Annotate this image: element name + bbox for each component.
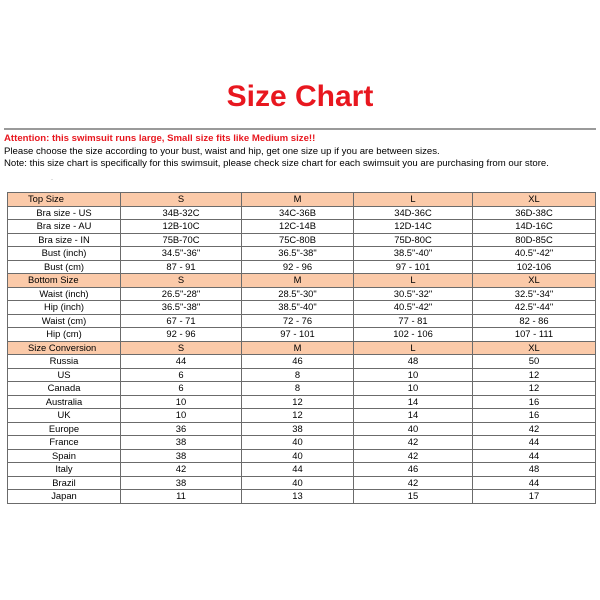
cell-xl: 50	[473, 355, 596, 369]
size-table-body	[8, 193, 596, 504]
table-row	[8, 395, 596, 409]
cell-label: Waist (cm)	[8, 314, 121, 328]
header-cell-label: Bottom Size	[8, 274, 121, 288]
cell-m: 12	[242, 395, 354, 409]
cell-label: Spain	[8, 449, 121, 463]
header-cell-s: S	[121, 341, 242, 355]
cell-xl: 80D-85C	[473, 233, 596, 247]
cell-m: 8	[242, 368, 354, 382]
header-cell-label: Top Size	[8, 193, 121, 207]
header-cell-l: L	[354, 193, 473, 207]
cell-label: Bra size - IN	[8, 233, 121, 247]
cell-l: 102 - 106	[354, 328, 473, 342]
cell-m: 8	[242, 382, 354, 396]
cell-m: 72 - 76	[242, 314, 354, 328]
cell-s: 10	[121, 409, 242, 423]
table-row	[8, 206, 596, 220]
cell-label: Bust (inch)	[8, 247, 121, 261]
header-cell-xl: XL	[473, 274, 596, 288]
header-cell-s: S	[121, 193, 242, 207]
cell-label: Canada	[8, 382, 121, 396]
table-row	[8, 368, 596, 382]
cell-xl: 48	[473, 463, 596, 477]
cell-s: 6	[121, 382, 242, 396]
header-cell-label: Size Conversion	[8, 341, 121, 355]
cell-l: 10	[354, 368, 473, 382]
cell-s: 36	[121, 422, 242, 436]
cell-s: 6	[121, 368, 242, 382]
cell-s: 67 - 71	[121, 314, 242, 328]
sizing-advice-note: Please choose the size according to your bust, waist and hip, get one size up if you are between sizes.	[4, 145, 440, 157]
cell-xl: 44	[473, 436, 596, 450]
cell-xl: 42	[473, 422, 596, 436]
cell-s: 38	[121, 449, 242, 463]
cell-xl: 36D-38C	[473, 206, 596, 220]
table-row	[8, 328, 596, 342]
cell-m: 28.5"-30"	[242, 287, 354, 301]
cell-s: 87 - 91	[121, 260, 242, 274]
header-cell-m: M	[242, 193, 354, 207]
table-row	[8, 233, 596, 247]
cell-label: Hip (cm)	[8, 328, 121, 342]
table-row	[8, 355, 596, 369]
cell-l: 10	[354, 382, 473, 396]
cell-m: 13	[242, 490, 354, 504]
table-row	[8, 301, 596, 315]
cell-s: 75B-70C	[121, 233, 242, 247]
table-row	[8, 247, 596, 261]
cell-l: 14	[354, 409, 473, 423]
cell-m: 38.5"-40"	[242, 301, 354, 315]
cell-l: 97 - 101	[354, 260, 473, 274]
cell-l: 15	[354, 490, 473, 504]
size-table	[7, 192, 596, 504]
table-row	[8, 220, 596, 234]
cell-xl: 44	[473, 476, 596, 490]
header-cell-xl: XL	[473, 193, 596, 207]
cell-s: 11	[121, 490, 242, 504]
table-row	[8, 436, 596, 450]
cell-label: Hip (inch)	[8, 301, 121, 315]
cell-label: Bra size - US	[8, 206, 121, 220]
cell-xl: 16	[473, 395, 596, 409]
cell-m: 40	[242, 449, 354, 463]
table-row	[8, 463, 596, 477]
table-row	[8, 449, 596, 463]
cell-l: 38.5"-40"	[354, 247, 473, 261]
cell-label: France	[8, 436, 121, 450]
cell-m: 36.5"-38"	[242, 247, 354, 261]
cell-m: 75C-80B	[242, 233, 354, 247]
cell-s: 34.5"-36"	[121, 247, 242, 261]
cell-s: 38	[121, 436, 242, 450]
cell-l: 30.5"-32"	[354, 287, 473, 301]
cell-m: 34C-36B	[242, 206, 354, 220]
cell-l: 34D-36C	[354, 206, 473, 220]
cell-m: 46	[242, 355, 354, 369]
header-cell-m: M	[242, 341, 354, 355]
header-cell-s: S	[121, 274, 242, 288]
attention-note: Attention: this swimsuit runs large, Small size fits like Medium size!!	[4, 133, 316, 144]
cell-xl: 12	[473, 382, 596, 396]
cell-l: 14	[354, 395, 473, 409]
cell-label: Waist (inch)	[8, 287, 121, 301]
cell-xl: 102-106	[473, 260, 596, 274]
cell-l: 40.5"-42"	[354, 301, 473, 315]
notes-block	[4, 133, 598, 171]
cell-l: 40	[354, 422, 473, 436]
cell-xl: 107 - 111	[473, 328, 596, 342]
cell-l: 42	[354, 449, 473, 463]
table-row	[8, 490, 596, 504]
cell-l: 75D-80C	[354, 233, 473, 247]
cell-l: 77 - 81	[354, 314, 473, 328]
cell-xl: 44	[473, 449, 596, 463]
cell-m: 38	[242, 422, 354, 436]
cell-xl: 12	[473, 368, 596, 382]
cell-s: 26.5"-28"	[121, 287, 242, 301]
cell-xl: 42.5"-44"	[473, 301, 596, 315]
cell-label: Bra size - AU	[8, 220, 121, 234]
cell-s: 34B-32C	[121, 206, 242, 220]
cell-s: 36.5"-38"	[121, 301, 242, 315]
title-divider	[4, 128, 596, 130]
page-title: Size Chart	[226, 80, 374, 113]
header-cell-l: L	[354, 274, 473, 288]
cell-l: 42	[354, 436, 473, 450]
cell-l: 48	[354, 355, 473, 369]
table-row	[8, 409, 596, 423]
cell-s: 10	[121, 395, 242, 409]
cell-xl: 82 - 86	[473, 314, 596, 328]
cell-m: 12C-14B	[242, 220, 354, 234]
cell-label: Europe	[8, 422, 121, 436]
cell-label: Italy	[8, 463, 121, 477]
table-row	[8, 314, 596, 328]
stray-dot: ·	[51, 177, 53, 183]
cell-xl: 40.5"-42"	[473, 247, 596, 261]
cell-l: 42	[354, 476, 473, 490]
cell-l: 46	[354, 463, 473, 477]
chart-scope-note: Note: this size chart is specifically for this swimsuit, please check size chart for each swimsuit you are purchasing from our store.	[4, 158, 549, 170]
table-section-header	[8, 274, 596, 288]
cell-xl: 32.5"-34"	[473, 287, 596, 301]
cell-label: Brazil	[8, 476, 121, 490]
table-row	[8, 382, 596, 396]
cell-label: Bust (cm)	[8, 260, 121, 274]
header-cell-l: L	[354, 341, 473, 355]
cell-s: 92 - 96	[121, 328, 242, 342]
cell-xl: 17	[473, 490, 596, 504]
header-cell-xl: XL	[473, 341, 596, 355]
table-row	[8, 476, 596, 490]
cell-label: US	[8, 368, 121, 382]
table-section-header	[8, 193, 596, 207]
cell-label: UK	[8, 409, 121, 423]
cell-label: Russia	[8, 355, 121, 369]
cell-xl: 16	[473, 409, 596, 423]
cell-l: 12D-14C	[354, 220, 473, 234]
cell-s: 42	[121, 463, 242, 477]
cell-m: 92 - 96	[242, 260, 354, 274]
table-row	[8, 422, 596, 436]
cell-m: 12	[242, 409, 354, 423]
cell-s: 44	[121, 355, 242, 369]
table-section-header	[8, 341, 596, 355]
cell-m: 44	[242, 463, 354, 477]
cell-s: 12B-10C	[121, 220, 242, 234]
table-row	[8, 287, 596, 301]
cell-s: 38	[121, 476, 242, 490]
header-cell-m: M	[242, 274, 354, 288]
table-row	[8, 260, 596, 274]
cell-label: Australia	[8, 395, 121, 409]
cell-m: 97 - 101	[242, 328, 354, 342]
cell-m: 40	[242, 476, 354, 490]
cell-label: Japan	[8, 490, 121, 504]
cell-m: 40	[242, 436, 354, 450]
cell-xl: 14D-16C	[473, 220, 596, 234]
